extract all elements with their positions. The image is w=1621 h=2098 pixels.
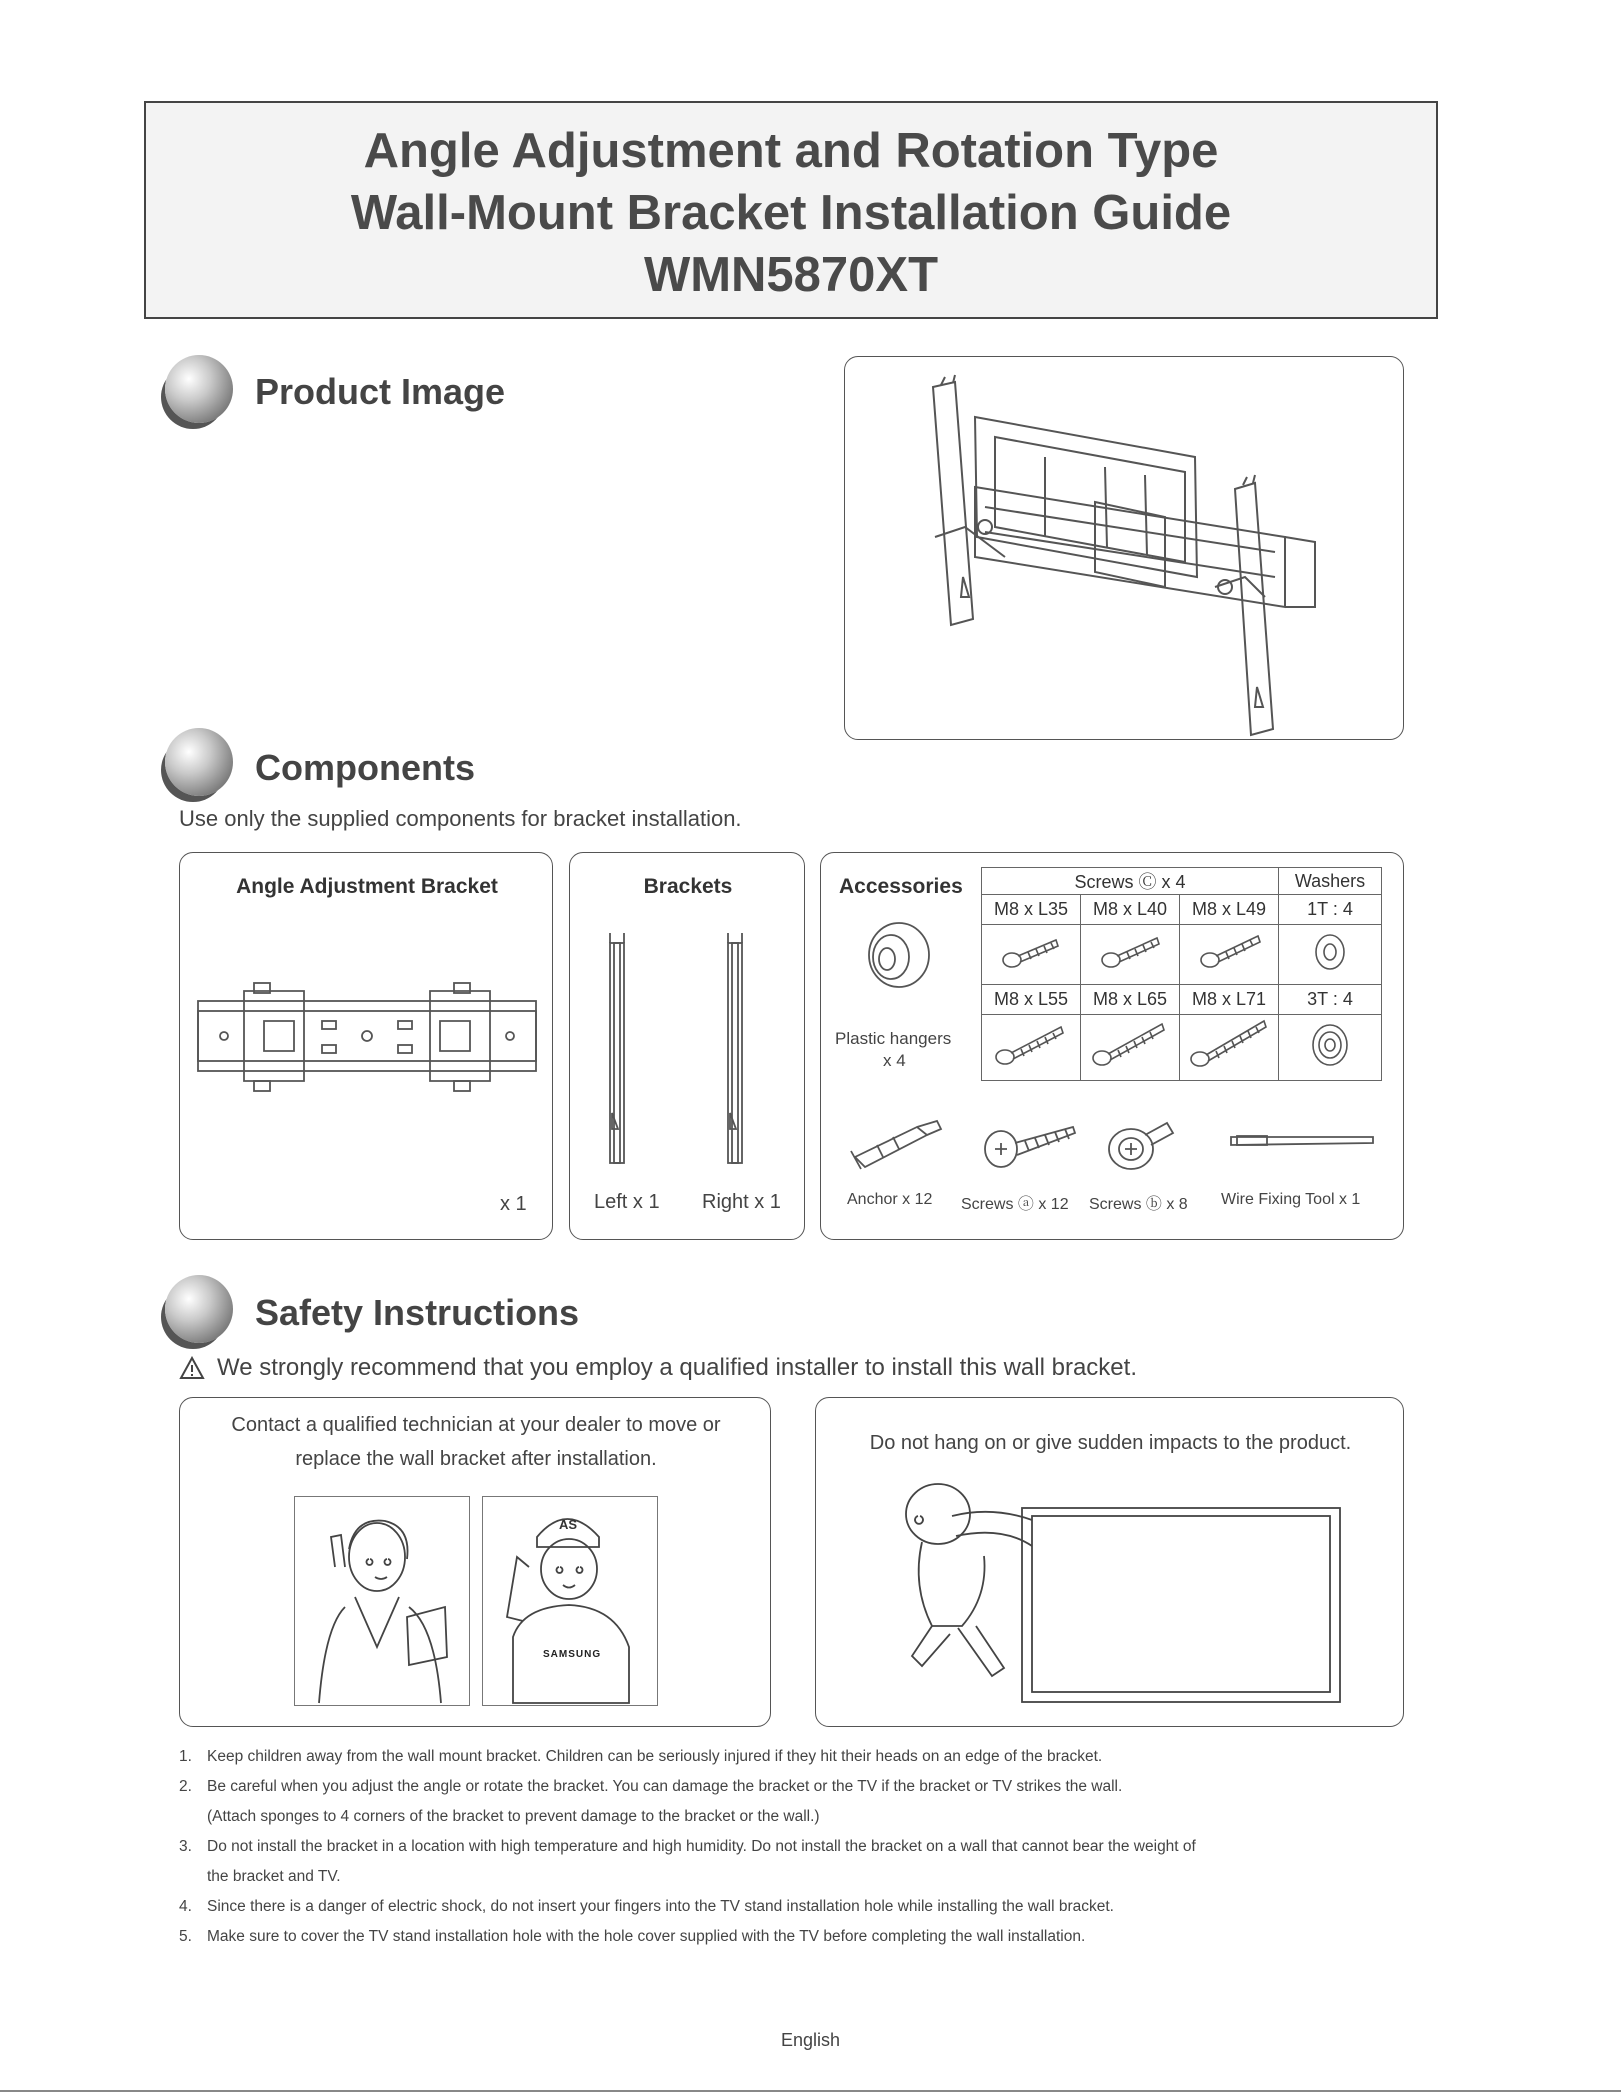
list-item: 5. Make sure to cover the TV stand installation hole with the hole cover supplied with the TV before completing the wall installation. bbox=[179, 1928, 1086, 1945]
safety-warning bbox=[179, 1354, 1137, 1382]
anchor-qty: Anchor x 12 bbox=[847, 1191, 933, 1208]
section-bullet-icon bbox=[165, 728, 233, 796]
title-line-1: Angle Adjustment and Rotation Type bbox=[363, 124, 1219, 178]
accessories-title: Accessories bbox=[839, 875, 963, 898]
screw-size-cell: M8 x L71 bbox=[1180, 985, 1279, 1015]
child-warning-text: Do not hang on or give sudden impacts to the product. bbox=[869, 1432, 1352, 1454]
angle-bracket-illustration bbox=[194, 981, 540, 1093]
product-image-panel bbox=[844, 356, 1404, 740]
technician-text-line2: replace the wall bracket after installation. bbox=[295, 1448, 657, 1470]
technician-on-phone-illustration bbox=[482, 1496, 658, 1706]
left-bracket-qty: Left x 1 bbox=[594, 1191, 660, 1213]
safety-notes-list bbox=[179, 1742, 1419, 1952]
washer-icon-cell bbox=[1279, 1015, 1382, 1081]
components-heading: Components bbox=[255, 747, 475, 788]
right-bracket-qty: Right x 1 bbox=[702, 1191, 781, 1213]
washer-size-cell: 1T : 4 bbox=[1279, 895, 1382, 925]
section-bullet-icon bbox=[165, 355, 233, 423]
left-bracket-illustration bbox=[600, 933, 640, 1173]
title-line-2: Wall-Mount Bracket Installation Guide bbox=[350, 186, 1232, 240]
list-item: 3. Do not install the bracket in a location with high temperature and high humidity. Do not install the bracket on a wall that cannot bear the weight of bbox=[179, 1838, 1196, 1855]
screw-c-icon bbox=[1088, 1018, 1172, 1072]
warning-icon bbox=[179, 1356, 205, 1380]
angle-bracket-panel bbox=[179, 852, 553, 1240]
screw-icon-cell bbox=[1081, 1015, 1180, 1081]
angle-bracket-qty: x 1 bbox=[500, 1193, 527, 1215]
child-hanging-on-tv-illustration bbox=[892, 1476, 1342, 1708]
wire-fixing-tool-icon bbox=[1227, 1131, 1377, 1151]
anchor-icon bbox=[847, 1117, 947, 1173]
model-number: WMN5870XT bbox=[643, 248, 939, 302]
technician-panel bbox=[179, 1397, 771, 1727]
woman-phone-icon bbox=[295, 1497, 469, 1705]
safety-warning-text: We strongly recommend that you employ a qualified installer to install this wall bracket. bbox=[217, 1354, 1137, 1381]
screw-icon-cell bbox=[1180, 1015, 1279, 1081]
plastic-hangers-qty: x 4 bbox=[883, 1051, 906, 1070]
right-bracket-illustration bbox=[718, 933, 758, 1173]
washer-size-cell: 3T : 4 bbox=[1279, 985, 1382, 1015]
list-item-continuation: the bracket and TV. bbox=[207, 1868, 341, 1885]
list-item: 1. Keep children away from the wall mount bracket. Children can be seriously injured if they hit their heads on an edge of the bracket. bbox=[179, 1748, 1103, 1765]
safety-heading: Safety Instructions bbox=[255, 1292, 580, 1333]
page-language-footer: English bbox=[780, 2030, 841, 2050]
technician-text-line1: Contact a qualified technician at your dealer to move or bbox=[231, 1414, 721, 1436]
washers-header: Washers bbox=[1279, 868, 1382, 895]
screw-size-cell: M8 x L65 bbox=[1081, 985, 1180, 1015]
list-item: 2. Be careful when you adjust the angle or rotate the bracket. You can damage the bracket or the TV if the bracket or TV strikes the wall. bbox=[179, 1778, 1123, 1795]
screw-size-cell: M8 x L35 bbox=[982, 895, 1081, 925]
screw-table bbox=[981, 867, 1382, 1081]
plastic-hanger-icon bbox=[861, 917, 933, 997]
washer-icon bbox=[1310, 930, 1350, 974]
screw-icon-cell bbox=[982, 1015, 1081, 1081]
screw-c-icon bbox=[1194, 930, 1264, 974]
product-image-heading: Product Image bbox=[255, 371, 506, 412]
screw-c-icon bbox=[1186, 1017, 1272, 1073]
angle-bracket-title: Angle Adjustment Bracket bbox=[236, 875, 498, 898]
screw-size-cell: M8 x L40 bbox=[1081, 895, 1180, 925]
screw-icon-cell bbox=[982, 925, 1081, 985]
components-intro: Use only the supplied components for bracket installation. bbox=[179, 806, 742, 831]
section-bullet-icon bbox=[165, 1275, 233, 1343]
header-box bbox=[144, 101, 1438, 319]
screws-a-qty: Screws ⓐ x 12 bbox=[961, 1196, 1069, 1213]
list-item: 4. Since there is a danger of electric shock, do not insert your fingers into the TV stand installation hole while installing the wall bracket. bbox=[179, 1898, 1114, 1915]
wire-tool-qty: Wire Fixing Tool x 1 bbox=[1221, 1191, 1361, 1208]
screw-icon-cell bbox=[1081, 925, 1180, 985]
samsung-shirt-label: SAMSUNG bbox=[543, 1649, 602, 1660]
screw-size-cell: M8 x L55 bbox=[982, 985, 1081, 1015]
child-warning-panel bbox=[815, 1397, 1404, 1727]
screw-icon-cell bbox=[1180, 925, 1279, 985]
washer-icon bbox=[1308, 1020, 1352, 1070]
woman-reading-manual-illustration bbox=[294, 1496, 470, 1706]
plastic-hangers-label: Plastic hangers bbox=[835, 1029, 952, 1048]
washer-icon-cell bbox=[1279, 925, 1382, 985]
bottom-rule bbox=[0, 2090, 1621, 2092]
screws-b-qty: Screws ⓑ x 8 bbox=[1089, 1196, 1188, 1213]
screw-size-cell: M8 x L49 bbox=[1180, 895, 1279, 925]
screw-c-icon bbox=[991, 1019, 1071, 1071]
screw-b-icon bbox=[1097, 1115, 1187, 1173]
screws-c-header: Screws Ⓒ x 4 bbox=[982, 868, 1279, 895]
screw-c-icon bbox=[996, 930, 1066, 974]
screw-a-icon bbox=[981, 1115, 1081, 1173]
wall-mount-illustration bbox=[845, 357, 1405, 741]
brackets-title: Brackets bbox=[643, 875, 733, 898]
list-item-continuation: (Attach sponges to 4 corners of the bracket to prevent damage to the bracket or the wall.) bbox=[207, 1808, 820, 1825]
brackets-panel bbox=[569, 852, 805, 1240]
as-cap-label: AS bbox=[559, 1517, 578, 1532]
screw-c-icon bbox=[1095, 930, 1165, 974]
